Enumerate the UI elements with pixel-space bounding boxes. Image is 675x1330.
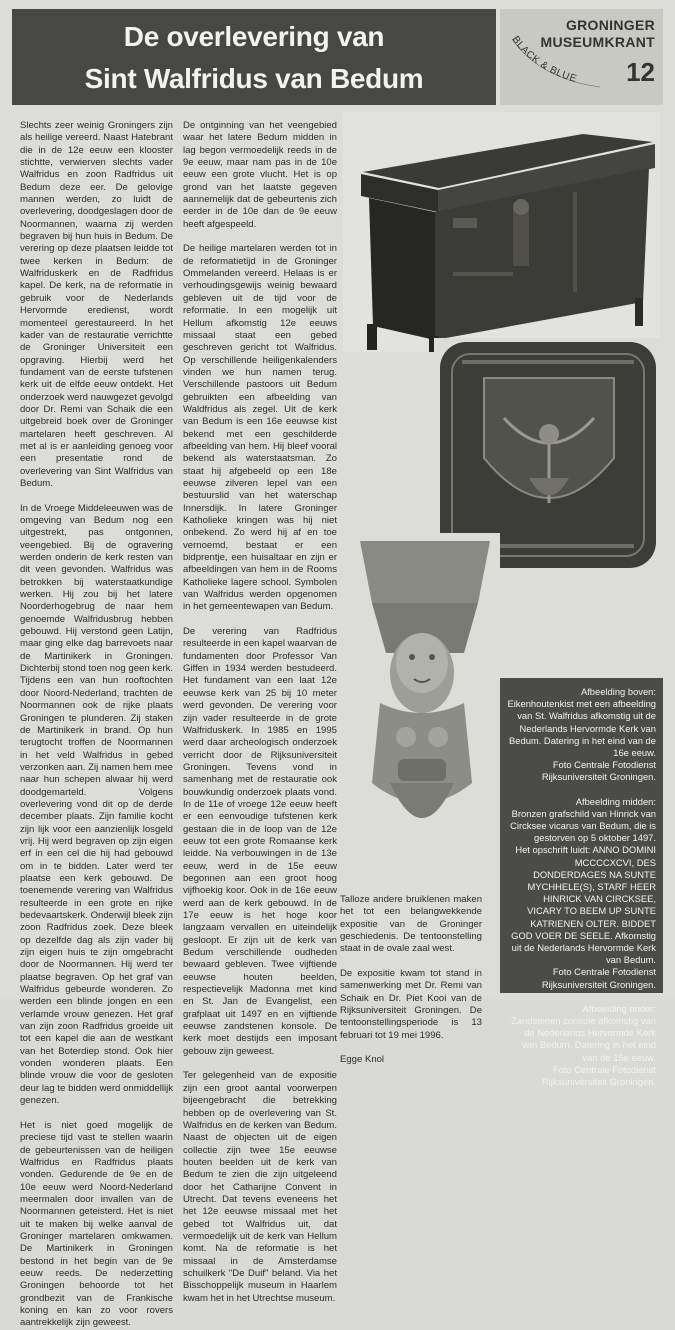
paragraph: Het is niet goed mogelijk de preciese tijd vast te stellen waarin de gebeurtenissen van de heiligen Walfridus en Radfridus plaats vonden. Gedurende de 9e en de 10e eeuw werd Noord-Nederland meermalen door invallen van de Noormannen geteisterd. Het is niet uit te maken bij welke aanval de Groninger martelaren omkwamen. De Martinikerk in Groningen bestond in het begin van de 9e eeuw reeds. De nederzetting Groningen behoorde tot het grondbezit van de Frankische koning en kan zo voor rovers aantrekkelijk zijn geweest. xyxy=(20,1119,173,1329)
paragraph: Slechts zeer weinig Groningers zijn als heilige vereerd. Naast Hatebrant die in de 12e eeuw een klooster stichtte, verwierven slechts vader Walfridus en zoon Radfridus uit Bedum deze eer. De gelovige mannen werden, zo luidt de overlevering, doodgeslagen door de Noormannen, waarna zij werden begraven bij hun huis in Bedum. De verering op deze plaatsen leidde tot twee kerken in Bedum: de Walfriduskerk en de Radfridus kapel. De kerk, na de reformatie in gebruik voor de Nederlands Hervormde eredienst, wordt momenteel gerestaureerd. In het kader van de restauratie verrichtte de Groninger Universiteit een opgraving. Hierbij werd het fundament van de eerste tufstenen kerk uit de elfde eeuw ontdekt. Het onderzoek werd nauwgezet gevolgd door Dr. Remi van Schaik die een uitgebreid boek over de Groninger martelaren heeft geschreven. Al met al is er aanleiding genoeg voor een presentatie rond de overlevering van Sint Walfridus van Bedum. xyxy=(20,120,173,489)
caption-box xyxy=(500,678,663,1088)
article-column-2 xyxy=(183,120,337,1305)
caption-credit: Foto Centrale Fotodienst Rijksuniversiteit Groningen. xyxy=(541,966,656,990)
caption-text: Zandstenen console afkomstig van de Nederlands Hervormde Kerk van Bedum. Datering in het eind van de 15e eeuw. xyxy=(511,1015,656,1063)
masthead xyxy=(500,9,663,105)
caption-text: Eikenhoutenkist met een afbeelding van St. Walfridus afkomstig uit de Nederlands Hervormde Kerk van Bedum. Datering in het eind van de 16e eeuw. xyxy=(507,698,656,759)
author-byline: Egge Knol xyxy=(340,1054,385,1066)
headline-line-1: De overlevering van xyxy=(123,21,385,52)
caption-heading: Afbeelding midden: xyxy=(575,795,656,807)
masthead-name-1: GRONINGER xyxy=(565,17,655,33)
caption-heading: Afbeelding onder: xyxy=(582,1002,656,1014)
article-column-3 xyxy=(340,894,482,1067)
paragraph: In de Vroege Middeleeuwen was de omgeving van Bedum nog een uitgestrekt, pas ontgonnen, veengebied. Bij de ogravering werden onderin de kerk resten van dit veen gevonden. Walfridus was betrokken bij waterstaatkundige werken. Hij zou bij het latere Noorderhogebrug de naar hem genoemde Walfridusbrug hebben gebouwd. Hij verstond geen Latijn, maar ging elke dag barrevoets naar de Martinikerk in Groningen. Dichterbij stond toen nog geen kerk. Tijdens een van hun rooftochten door Noord-Nederland, trachten de Noormannen ook de rijke plaats Groningen te plunderen. Zij staken de Martinikerk in brand. Op hun terugtocht troffen de Noormannen in het veld Walfridus in gebed verzonken aan. Zij namen hem mee naar hun schepen alwaar hij werd doodgemarteld. Volgens overlevering vond dit op de derde december plaats. Zijn familie kocht zijn lijk voor een aanzienlijk losgeld vrij. Hij werd begraven op zijn eigen erf in een cel die hij had gebouwd om in te bidden. Later werd ter plaatse een kerk gebouwd. De toenemende verering van Walfridus resulteerde in een grote en rijke bedevaartskerk. Onderwijl bleek zijn zoon Radfridus zoek. Deze bleek op dezelfde dag als zijn vader bij zijn eigen huis te zijn omgebracht door de Noormannen. Hij werd ter plaatse begraven. Op het graf van Walfridus gebeurde wonderen. Zo werden een blinde jongen en een verlamde vrouw genezen. Het graf van zijn zoon Radfridus groeide uit tot een kapel die aan de westkant van het Boterdiep stond. Ook hier vonden wonderen plaats. Een blinde vrouw die voor de gesloten deur lag te bidden werd onmiddellijk genezen. xyxy=(20,502,173,1107)
svg-text:BLACK & BLUE: BLACK & BLUE xyxy=(509,34,579,86)
caption-heading: Afbeelding boven: xyxy=(580,686,656,697)
caption-top xyxy=(507,686,656,784)
issue-number: 12 xyxy=(626,57,655,87)
caption-credit: Foto Centrale Fotodienst Rijksuniversiteit Groningen. xyxy=(541,1063,656,1088)
paragraph: De verering van Radfridus resulteerde in een kapel waarvan de fundamenten door Professor Van Giffen in 1934 werden bestudeerd. Het fundament van een laat 12e eeuwse kerk van 25 bij 10 meter werd gevonden. De verering voor zijn vader resulteerde in de grote Walfriduskerk. In 1985 en 1995 werd daar archeologisch onderzoek verricht door de Rijksuniversiteit Groningen. Tevens vond in samenhang met de restauratie ook bouwkundig onderzoek plaats vond. In de 11e of vroege 12e eeuw heeft er een eenvoudige tufstenen kerk gestaan die in de loop van de 12e eeuw tot een grote Romaanse kerk leidde. Na verbouwingen in de 13e eeuw, werd in de 15e eeuw begonnen aan een groot hoog vijfhoekig koor. Ook in de 16e eeuw werd aan de kerk gebouwd. In de 17e eeuw is het hoge koor langzaam vervallen en uiteindelijk gesloopt. Er zijn uit de kerk van Bedum verschillende oudheden bewaard gebleven. Twee vijftiende eeuwse houten beelden, respectievelijk Madonna met kind en St. Jan de Evangelist, een grafplaat uit 1497 en en vijftiende eeuwse zandstenen konsole. De kerk moet destijds een imposant gebouw zijn geweest. xyxy=(183,626,337,1057)
paragraph: De heilige martelaren werden tot in de reformatietijd in de Groninger Ommelanden vereerd. Helaas is er verhoudingsgewijs weinig bewaard gebleven uit de tijd voor de reformatie. In een mogelijk uit Hellum afkomstig 12e eeuws missaal staat een gebed geschreven gericht tot Walfridus. Op verschillende heiligenkalenders vinden we hun namen terug. Verschillende pastoors uit Bedum gebruikten een afbeelding van Waldfridus als zegel. Uit de kerk van Bedum is een 16e eeuwse kist bekend met een geschilderde afbeelding van hem. Hij bleef vooral bekend als waterstaatsman. Zo staat hij afgebeeld op een 18e eeuwse zilveren lepel van een bestuurslid van het waterschap Innersdijk. In latere Groninger Katholieke kringen was hij niet onbekend. Zo werd hij af en toe vernoemd, bestaat er een bidprentje, een huisaltaar en zijn er afbeeldingen van hem in de Rooms Katholieke lagere school. Symbolen van Walfridus werden opgenomen in het gemeentewapen van Bedum. xyxy=(183,243,337,613)
paragraph: De expositie kwam tot stand in samenwerking met Dr. Remi van Schaik en Dr. Piet Kooi van de Rijksuniversiteit Groningen. De tentoonstellingsperiode is 13 februari tot 19 mei 1996. xyxy=(340,968,482,1041)
paragraph: Talloze andere bruiklenen maken het tot een belangwekkende expositie van de Groninger geschiedenis. De tentoonstelling staat in de ovale zaal west. xyxy=(340,894,482,955)
carved-chest-photo xyxy=(343,112,660,352)
masthead-name-2: MUSEUMKRANT xyxy=(540,34,655,50)
sandstone-console-photo xyxy=(340,533,500,873)
caption-bottom xyxy=(507,1003,656,1088)
caption-inscription: Het opschrift luidt: ANNO DOMINI MCCCCXCVI, DES DONDERDAGES NA SUNTE MYCHHELE(S), STARF HEER HINRICK VAN CIRCKSEE, VICARY TO BEEM UP SUNTE KATRIENEN OLTER. BIDDET GOD VOER DE SEELE. Afkomstig uit de Nederlands Hervormde Kerk van Bedum. xyxy=(511,844,656,966)
paragraph: De ontginning van het veengebied waar het latere Bedum midden in lag begon vermoedelijk reeds in de 9e eeuw, maar nam pas in de 10e eeuw een grote vlucht. Het is op grond van het laatste gegeven aannemelijk dat de gebeurtenis zich eerder in de 10e dan de 9e eeuw heeft afgespeeld. xyxy=(183,120,337,230)
caption-text: Bronzen grafschild van Hinrick van Circksee vicarus van Bedum, die is gestorven op 5 oktober 1497. xyxy=(510,807,656,844)
article-column-1 xyxy=(20,120,173,1330)
caption-credit: Foto Centrale Fotodienst Rijksuniversiteit Groningen. xyxy=(541,759,656,783)
paragraph: Ter gelegenheid van de expositie zijn een groot aantal voorwerpen bijeengebracht die betrekking hebben op de overlevering van St. Walfridus en de kerken van Bedum. Naast de objecten uit de eigen collectie zijn twee 15e eeuwse houten beelden uit de kerk van Bedum te zien die zijn uitgeleend door het Catharijne Convent in Utrecht. Dat tevens eveneens het het 12e eeuwse missaal met het gebed tot Walfridus uit, dat vermoedelijk uit de kerk van Hellum komt. Na de reformatie is het missaal in de Amsterdamse schuilkerk "De Duif" beland. Via het Bisschoppelijk museum in Haarlem kwam het in het Utrechtse museum. xyxy=(183,1070,337,1304)
headline-line-2: Sint Walfridus van Bedum xyxy=(84,63,424,94)
headline-band xyxy=(12,9,496,105)
caption-middle xyxy=(507,796,656,991)
